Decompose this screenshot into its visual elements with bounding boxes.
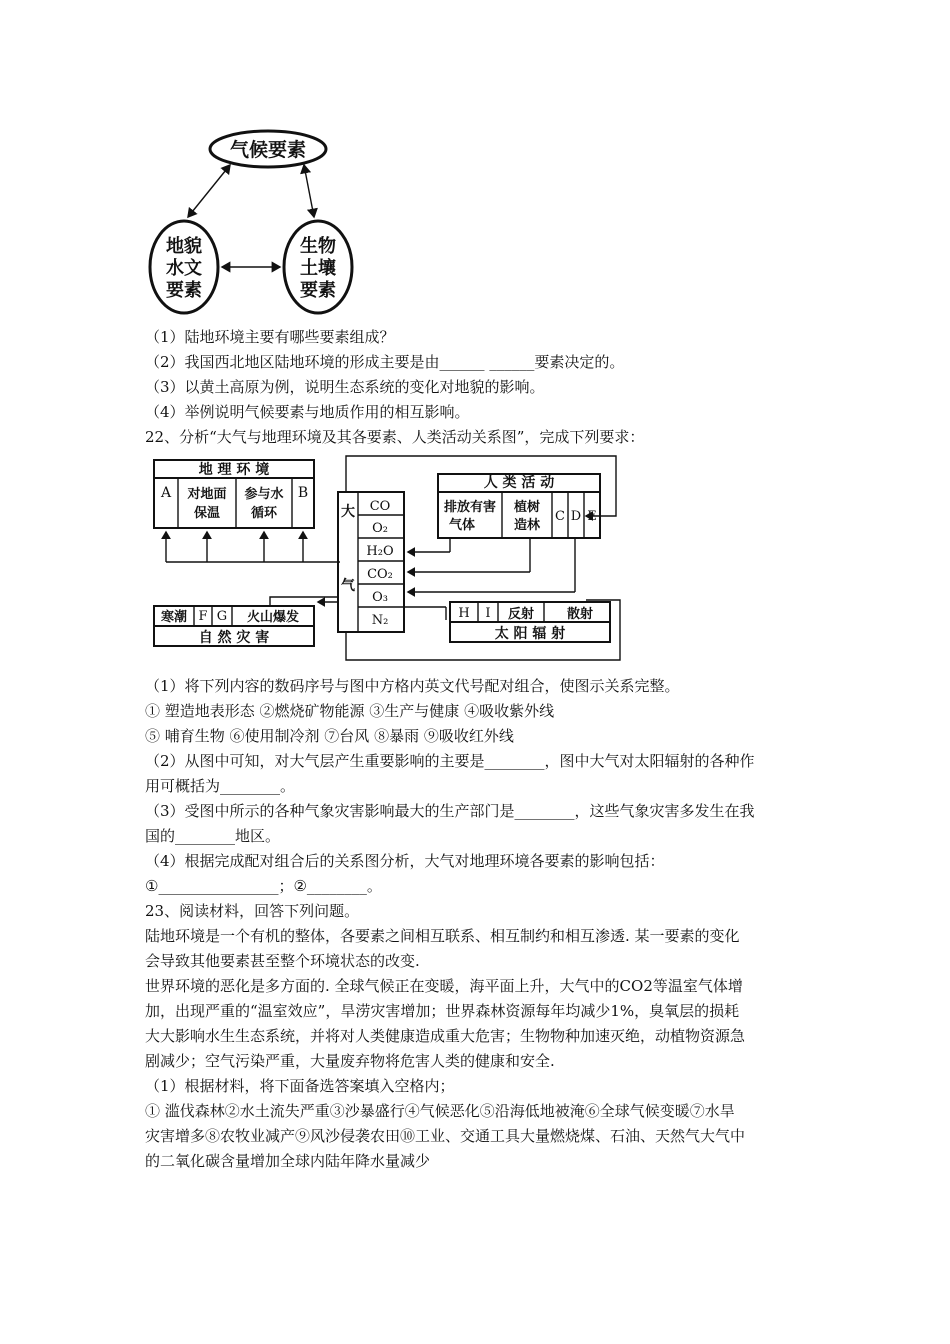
box-h: H [458,606,470,621]
q23-line-6: 大大影响水生生态系统，并将对人类健康造成重大危害；生物物种加速灭绝，动植物资源急 [145,1027,746,1045]
arrow-climate-biology [304,165,314,217]
plant-2: 造林 [513,518,541,533]
arrow-climate-landform [188,165,230,217]
box-d: D [570,509,582,524]
element-relation-diagram [140,125,400,325]
solar-label: 太 阳 辐 射 [494,626,566,642]
gas-o3: O₃ [372,590,388,605]
gas-co2: CO₂ [367,567,393,582]
cold-wave: 寒潮 [160,610,188,625]
q23-line-8: （1）根据材料，将下面备选答案填入空格内； [145,1077,455,1095]
q22-line-9: ①________________；②________。 [145,877,382,895]
biology-label-2: 土壤 [300,258,336,279]
box-g: G [216,609,228,624]
box-b: B [297,485,309,501]
q22-line-7: 国的________地区。 [145,827,281,845]
warm-1: 对地面 [187,487,227,502]
box-c: C [555,509,565,524]
box-a: A [160,485,172,501]
q22-title: 22、分析“大气与地理环境及其各要素、人类活动关系图”，完成下列要求： [145,428,645,446]
biology-label-1: 生物 [300,236,336,257]
q22-line-5: 用可概括为________。 [145,777,296,795]
q23-line-5: 加，出现严重的“温室效应”，旱涝灾害增加；世界森林资源每年均减少1%，臭氧层的损耗 [145,1002,740,1020]
reflect: 反射 [507,607,535,622]
q23-line-1: 23、阅读材料，回答下列问题。 [145,902,360,920]
q23-line-7: 剧减少；空气污染严重，大量废弃物将危害人类的健康和安全. [145,1052,555,1070]
q21-line-2: （2）我国西北地区陆地环境的形成主要是由______ ______要素决定的。 [145,353,625,371]
landform-label-1: 地貌 [166,236,202,257]
q21-line-3: （3）以黄土高原为例，说明生态系统的变化对地貌的影响。 [145,378,545,396]
box-i: I [485,606,491,621]
emit-1: 排放有害 [443,500,497,515]
q23-line-11: 的二氧化碳含量增加全球内陆年降水量减少 [145,1152,431,1170]
box-e: E [587,509,597,524]
water-2: 循环 [250,506,278,521]
atm-1: 大 [341,504,355,520]
water-1: 参与水 [244,487,284,502]
gas-co: CO [369,499,391,514]
q23-line-3: 会导致其他要素甚至整个环境状态的改变. [145,952,420,970]
q22-line-3: ⑤ 哺育生物 ⑥使用制冷剂 ⑦台风 ⑧暴雨 ⑨吸收红外线 [145,727,514,745]
gas-o2: O₂ [372,521,388,536]
box-f: F [198,609,208,624]
climate-label: 气候要素 [229,139,307,161]
atmosphere-relation-diagram [150,452,630,667]
scatter: 散射 [566,607,594,622]
gas-n2: N₂ [371,613,389,628]
human-label: 人 类 活 动 [483,475,555,491]
q21-line-4: （4）举例说明气候要素与地质作用的相互影响。 [145,403,470,421]
plant-1: 植树 [513,500,541,515]
q21-line-1: （1）陆地环境主要有哪些要素组成？ [145,328,395,346]
q23-line-2: 陆地环境是一个有机的整体，各要素之间相互联系、相互制约和相互渗透. 某一要素的变化 [145,927,740,945]
landform-label-2: 水文 [166,258,202,279]
q22-line-6: （3）受图中所示的各种气象灾害影响最大的生产部门是________，这些气象灾害多发生在我 [145,802,755,820]
q22-line-8: （4）根据完成配对组合后的关系图分析，大气对地理环境各要素的影响包括： [145,852,665,870]
q23-line-9: ① 滥伐森林②水土流失严重③沙暴盛行④气候恶化⑤沿海低地被淹⑥全球气候变暖⑦水旱 [145,1102,735,1120]
q23-line-10: 灾害增多⑧农牧业减产⑨风沙侵袭农田⑩工业、交通工具大量燃烧煤、石油、天然气大气中 [145,1127,746,1145]
disaster-label: 自 然 灾 害 [198,630,270,646]
q22-line-4: （2）从图中可知，对大气层产生重要影响的主要是________，图中大气对太阳辐射的各种作 [145,752,755,770]
landform-label-3: 要素 [166,280,202,301]
q22-line-1: （1）将下列内容的数码序号与图中方格内英文代号配对组合，使图示关系完整。 [145,677,680,695]
gas-h2o: H₂O [366,544,394,559]
q22-line-2: ① 塑造地表形态 ②燃烧矿物能源 ③生产与健康 ④吸收紫外线 [145,702,555,720]
volcano: 火山爆发 [246,610,300,625]
warm-2: 保温 [193,506,221,521]
q23-line-4: 世界环境的恶化是多方面的. 全球气候正在变暖，海平面上升，大气中的CO2等温室气体增 [145,977,743,995]
atm-2: 气 [341,578,355,594]
biology-label-3: 要素 [300,280,336,301]
emit-2: 气体 [448,518,476,533]
geo-env-label: 地 理 环 境 [198,462,270,478]
